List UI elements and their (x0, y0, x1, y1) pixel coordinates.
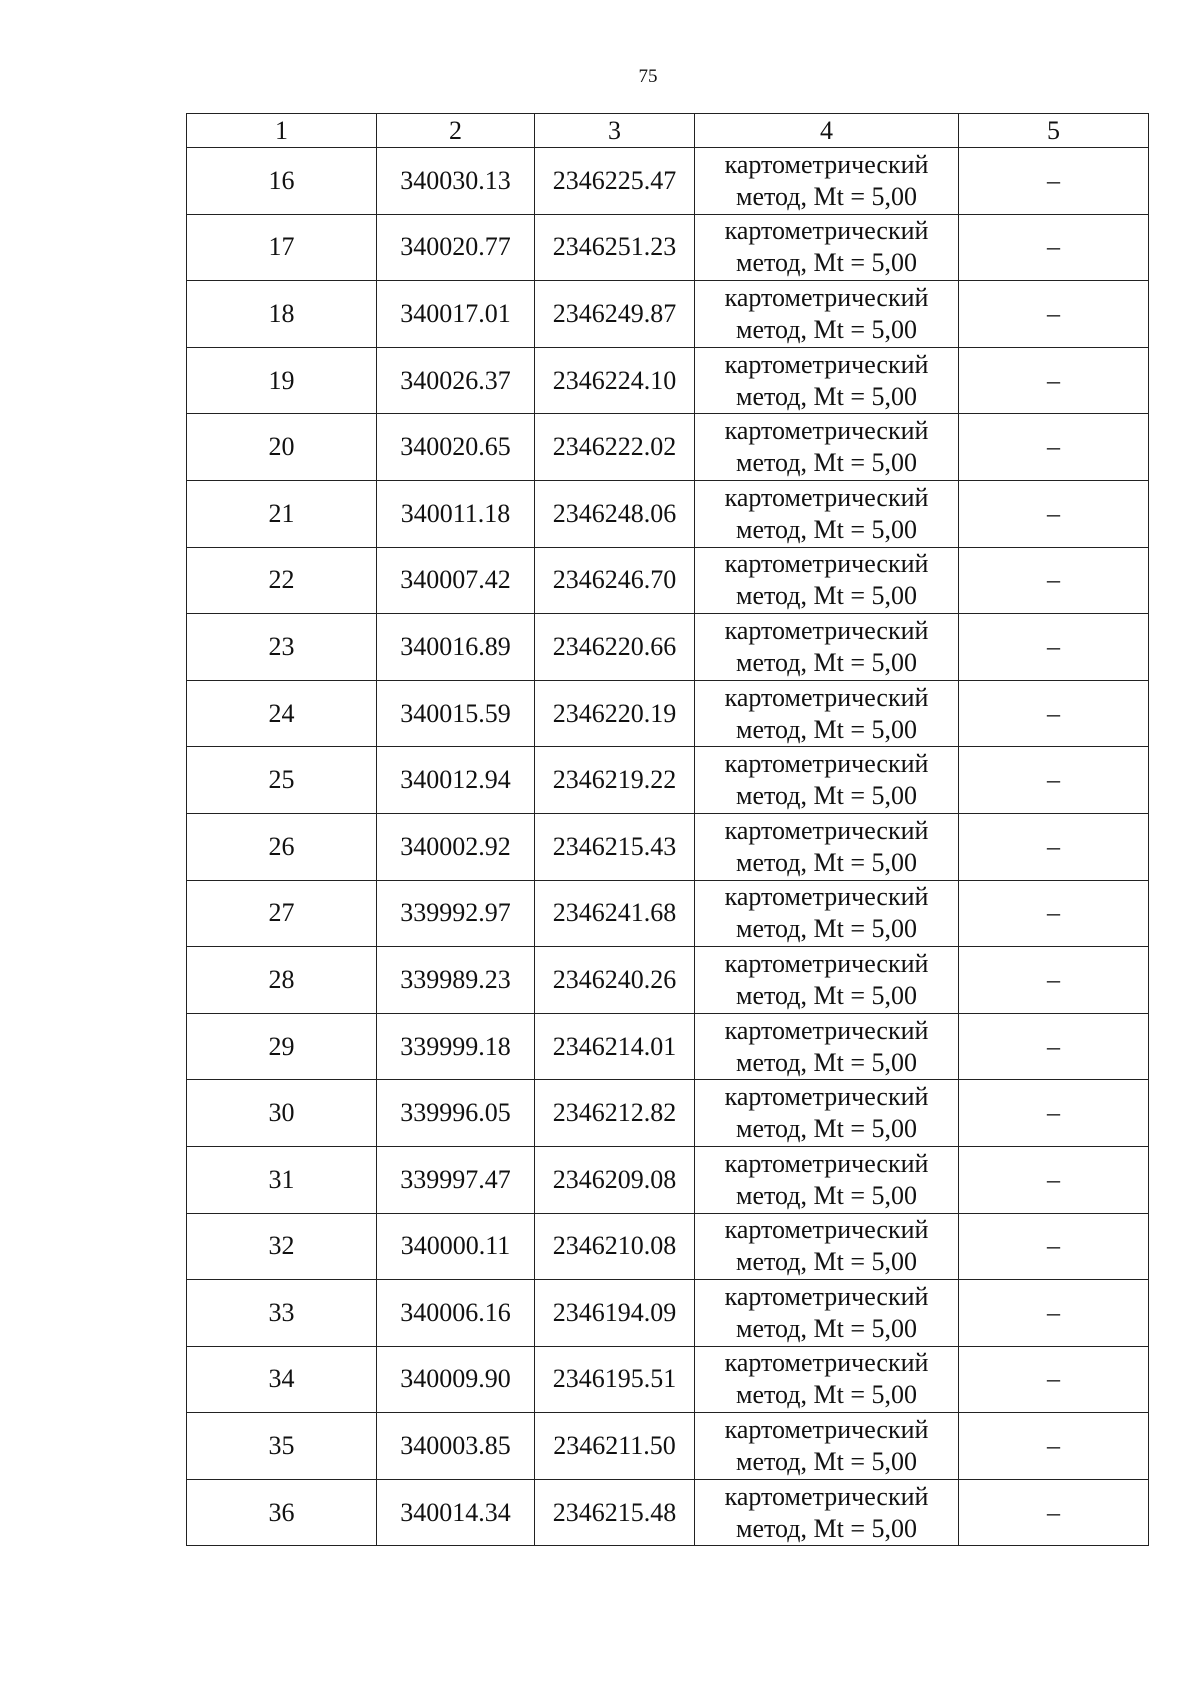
note-cell: – (959, 880, 1149, 947)
x-coordinate-cell: 340006.16 (377, 1280, 535, 1347)
point-number-cell: 24 (187, 680, 377, 747)
point-number-cell: 32 (187, 1213, 377, 1280)
method-cell (695, 414, 959, 481)
x-coordinate-cell: 340007.42 (377, 547, 535, 614)
note-cell: – (959, 414, 1149, 481)
y-coordinate-cell: 2346251.23 (535, 214, 695, 281)
method-line-1: картометрический (724, 815, 929, 845)
table-row (187, 148, 1149, 215)
x-coordinate-cell: 340026.37 (377, 347, 535, 414)
note-cell: – (959, 480, 1149, 547)
table-row (187, 1146, 1149, 1213)
point-number-cell: 27 (187, 880, 377, 947)
method-line-2: метод, Mt = 5,00 (736, 1380, 917, 1410)
y-coordinate-cell: 2346220.19 (535, 680, 695, 747)
note-cell: – (959, 1080, 1149, 1147)
method-cell (695, 1479, 959, 1546)
note-cell: – (959, 1346, 1149, 1413)
x-coordinate-cell: 339989.23 (377, 947, 535, 1014)
y-coordinate-cell: 2346209.08 (535, 1146, 695, 1213)
point-number-cell: 16 (187, 148, 377, 215)
x-coordinate-cell: 340002.92 (377, 813, 535, 880)
x-coordinate-cell: 340000.11 (377, 1213, 535, 1280)
page-number: 75 (638, 66, 658, 87)
method-line-2: метод, Mt = 5,00 (736, 181, 917, 211)
y-coordinate-cell: 2346215.43 (535, 813, 695, 880)
y-coordinate-cell: 2346220.66 (535, 614, 695, 681)
table-row (187, 281, 1149, 348)
y-coordinate-cell: 2346212.82 (535, 1080, 695, 1147)
method-line-1: картометрический (724, 1348, 929, 1378)
x-coordinate-cell: 339992.97 (377, 880, 535, 947)
note-cell: – (959, 1146, 1149, 1213)
y-coordinate-cell: 2346222.02 (535, 414, 695, 481)
method-line-1: картометрический (724, 1015, 929, 1045)
y-coordinate-cell: 2346214.01 (535, 1013, 695, 1080)
point-number-cell: 23 (187, 614, 377, 681)
point-number-cell: 26 (187, 813, 377, 880)
table-row (187, 947, 1149, 1014)
point-number-cell: 30 (187, 1080, 377, 1147)
x-coordinate-cell: 339996.05 (377, 1080, 535, 1147)
table-row (187, 880, 1149, 947)
y-coordinate-cell: 2346246.70 (535, 547, 695, 614)
point-number-cell: 17 (187, 214, 377, 281)
method-line-2: метод, Mt = 5,00 (736, 1313, 917, 1343)
method-line-2: метод, Mt = 5,00 (736, 448, 917, 478)
table-row (187, 1013, 1149, 1080)
note-cell: – (959, 148, 1149, 215)
point-number-cell: 21 (187, 480, 377, 547)
method-line-1: картометрический (724, 749, 929, 779)
table-row (187, 347, 1149, 414)
note-cell: – (959, 1479, 1149, 1546)
note-cell: – (959, 813, 1149, 880)
table-row (187, 680, 1149, 747)
method-line-1: картометрический (724, 682, 929, 712)
method-line-2: метод, Mt = 5,00 (736, 1114, 917, 1144)
table-row (187, 813, 1149, 880)
note-cell: – (959, 947, 1149, 1014)
note-cell: – (959, 1280, 1149, 1347)
method-cell (695, 148, 959, 215)
method-cell (695, 1013, 959, 1080)
method-line-1: картометрический (724, 1215, 929, 1245)
point-number-cell: 18 (187, 281, 377, 348)
y-coordinate-cell: 2346224.10 (535, 347, 695, 414)
y-coordinate-cell: 2346219.22 (535, 747, 695, 814)
column-header-2: 2 (377, 114, 535, 148)
x-coordinate-cell: 340012.94 (377, 747, 535, 814)
table-header (187, 114, 1149, 148)
table-row (187, 614, 1149, 681)
note-cell: – (959, 214, 1149, 281)
method-line-1: картометрический (724, 416, 929, 446)
x-coordinate-cell: 340014.34 (377, 1479, 535, 1546)
y-coordinate-cell: 2346225.47 (535, 148, 695, 215)
point-number-cell: 31 (187, 1146, 377, 1213)
note-cell: – (959, 547, 1149, 614)
point-number-cell: 19 (187, 347, 377, 414)
x-coordinate-cell: 340015.59 (377, 680, 535, 747)
method-cell (695, 1080, 959, 1147)
method-cell (695, 947, 959, 1014)
point-number-cell: 22 (187, 547, 377, 614)
method-line-1: картометрический (724, 1082, 929, 1112)
point-number-cell: 29 (187, 1013, 377, 1080)
method-line-2: метод, Mt = 5,00 (736, 914, 917, 944)
y-coordinate-cell: 2346215.48 (535, 1479, 695, 1546)
column-header-5: 5 (959, 114, 1149, 148)
note-cell: – (959, 1413, 1149, 1480)
method-cell (695, 480, 959, 547)
point-number-cell: 28 (187, 947, 377, 1014)
method-line-2: метод, Mt = 5,00 (736, 381, 917, 411)
point-number-cell: 35 (187, 1413, 377, 1480)
method-cell (695, 1280, 959, 1347)
method-cell (695, 614, 959, 681)
table-row (187, 414, 1149, 481)
method-line-1: картометрический (724, 615, 929, 645)
method-cell (695, 813, 959, 880)
table-body (187, 148, 1149, 1546)
x-coordinate-cell: 340030.13 (377, 148, 535, 215)
x-coordinate-cell: 339999.18 (377, 1013, 535, 1080)
note-cell: – (959, 614, 1149, 681)
method-line-2: метод, Mt = 5,00 (736, 1447, 917, 1477)
method-line-2: метод, Mt = 5,00 (736, 847, 917, 877)
column-header-4: 4 (695, 114, 959, 148)
y-coordinate-cell: 2346195.51 (535, 1346, 695, 1413)
method-line-2: метод, Mt = 5,00 (736, 1180, 917, 1210)
note-cell: – (959, 1013, 1149, 1080)
table-row (187, 547, 1149, 614)
method-line-1: картометрический (724, 282, 929, 312)
x-coordinate-cell: 340020.65 (377, 414, 535, 481)
table-row (187, 1413, 1149, 1480)
method-line-1: картометрический (724, 1415, 929, 1445)
method-line-2: метод, Mt = 5,00 (736, 581, 917, 611)
note-cell: – (959, 680, 1149, 747)
method-line-2: метод, Mt = 5,00 (736, 1047, 917, 1077)
column-header-3: 3 (535, 114, 695, 148)
method-line-2: метод, Mt = 5,00 (736, 1247, 917, 1277)
table-row (187, 214, 1149, 281)
method-cell (695, 347, 959, 414)
method-line-1: картометрический (724, 948, 929, 978)
y-coordinate-cell: 2346210.08 (535, 1213, 695, 1280)
note-cell: – (959, 747, 1149, 814)
method-line-1: картометрический (724, 1281, 929, 1311)
method-line-2: метод, Mt = 5,00 (736, 714, 917, 744)
coordinates-table (186, 113, 1149, 1546)
method-cell (695, 680, 959, 747)
note-cell: – (959, 281, 1149, 348)
x-coordinate-cell: 340003.85 (377, 1413, 535, 1480)
column-header-1: 1 (187, 114, 377, 148)
point-number-cell: 36 (187, 1479, 377, 1546)
point-number-cell: 34 (187, 1346, 377, 1413)
method-cell (695, 281, 959, 348)
x-coordinate-cell: 340020.77 (377, 214, 535, 281)
method-line-1: картометрический (724, 1481, 929, 1511)
method-line-1: картометрический (724, 149, 929, 179)
point-number-cell: 33 (187, 1280, 377, 1347)
x-coordinate-cell: 339997.47 (377, 1146, 535, 1213)
method-line-2: метод, Mt = 5,00 (736, 314, 917, 344)
method-line-1: картометрический (724, 349, 929, 379)
method-line-1: картометрический (724, 482, 929, 512)
method-line-1: картометрический (724, 216, 929, 246)
table-row (187, 1280, 1149, 1347)
method-cell (695, 547, 959, 614)
note-cell: – (959, 1213, 1149, 1280)
method-cell (695, 214, 959, 281)
method-line-2: метод, Mt = 5,00 (736, 514, 917, 544)
table-row (187, 1479, 1149, 1546)
method-cell (695, 1346, 959, 1413)
y-coordinate-cell: 2346240.26 (535, 947, 695, 1014)
table-row (187, 747, 1149, 814)
method-cell (695, 1146, 959, 1213)
note-cell: – (959, 347, 1149, 414)
y-coordinate-cell: 2346211.50 (535, 1413, 695, 1480)
y-coordinate-cell: 2346194.09 (535, 1280, 695, 1347)
point-number-cell: 25 (187, 747, 377, 814)
x-coordinate-cell: 340011.18 (377, 480, 535, 547)
header-row (187, 114, 1149, 148)
method-line-1: картометрический (724, 1148, 929, 1178)
x-coordinate-cell: 340016.89 (377, 614, 535, 681)
method-line-1: картометрический (724, 882, 929, 912)
table-row (187, 1346, 1149, 1413)
method-line-2: метод, Mt = 5,00 (736, 781, 917, 811)
table-row (187, 1080, 1149, 1147)
table-row (187, 480, 1149, 547)
method-line-2: метод, Mt = 5,00 (736, 980, 917, 1010)
method-cell (695, 1413, 959, 1480)
method-cell (695, 880, 959, 947)
x-coordinate-cell: 340009.90 (377, 1346, 535, 1413)
y-coordinate-cell: 2346249.87 (535, 281, 695, 348)
y-coordinate-cell: 2346241.68 (535, 880, 695, 947)
method-line-2: метод, Mt = 5,00 (736, 248, 917, 278)
table-row (187, 1213, 1149, 1280)
method-line-2: метод, Mt = 5,00 (736, 647, 917, 677)
method-cell (695, 747, 959, 814)
x-coordinate-cell: 340017.01 (377, 281, 535, 348)
method-line-2: метод, Mt = 5,00 (736, 1513, 917, 1543)
method-cell (695, 1213, 959, 1280)
y-coordinate-cell: 2346248.06 (535, 480, 695, 547)
point-number-cell: 20 (187, 414, 377, 481)
method-line-1: картометрический (724, 549, 929, 579)
